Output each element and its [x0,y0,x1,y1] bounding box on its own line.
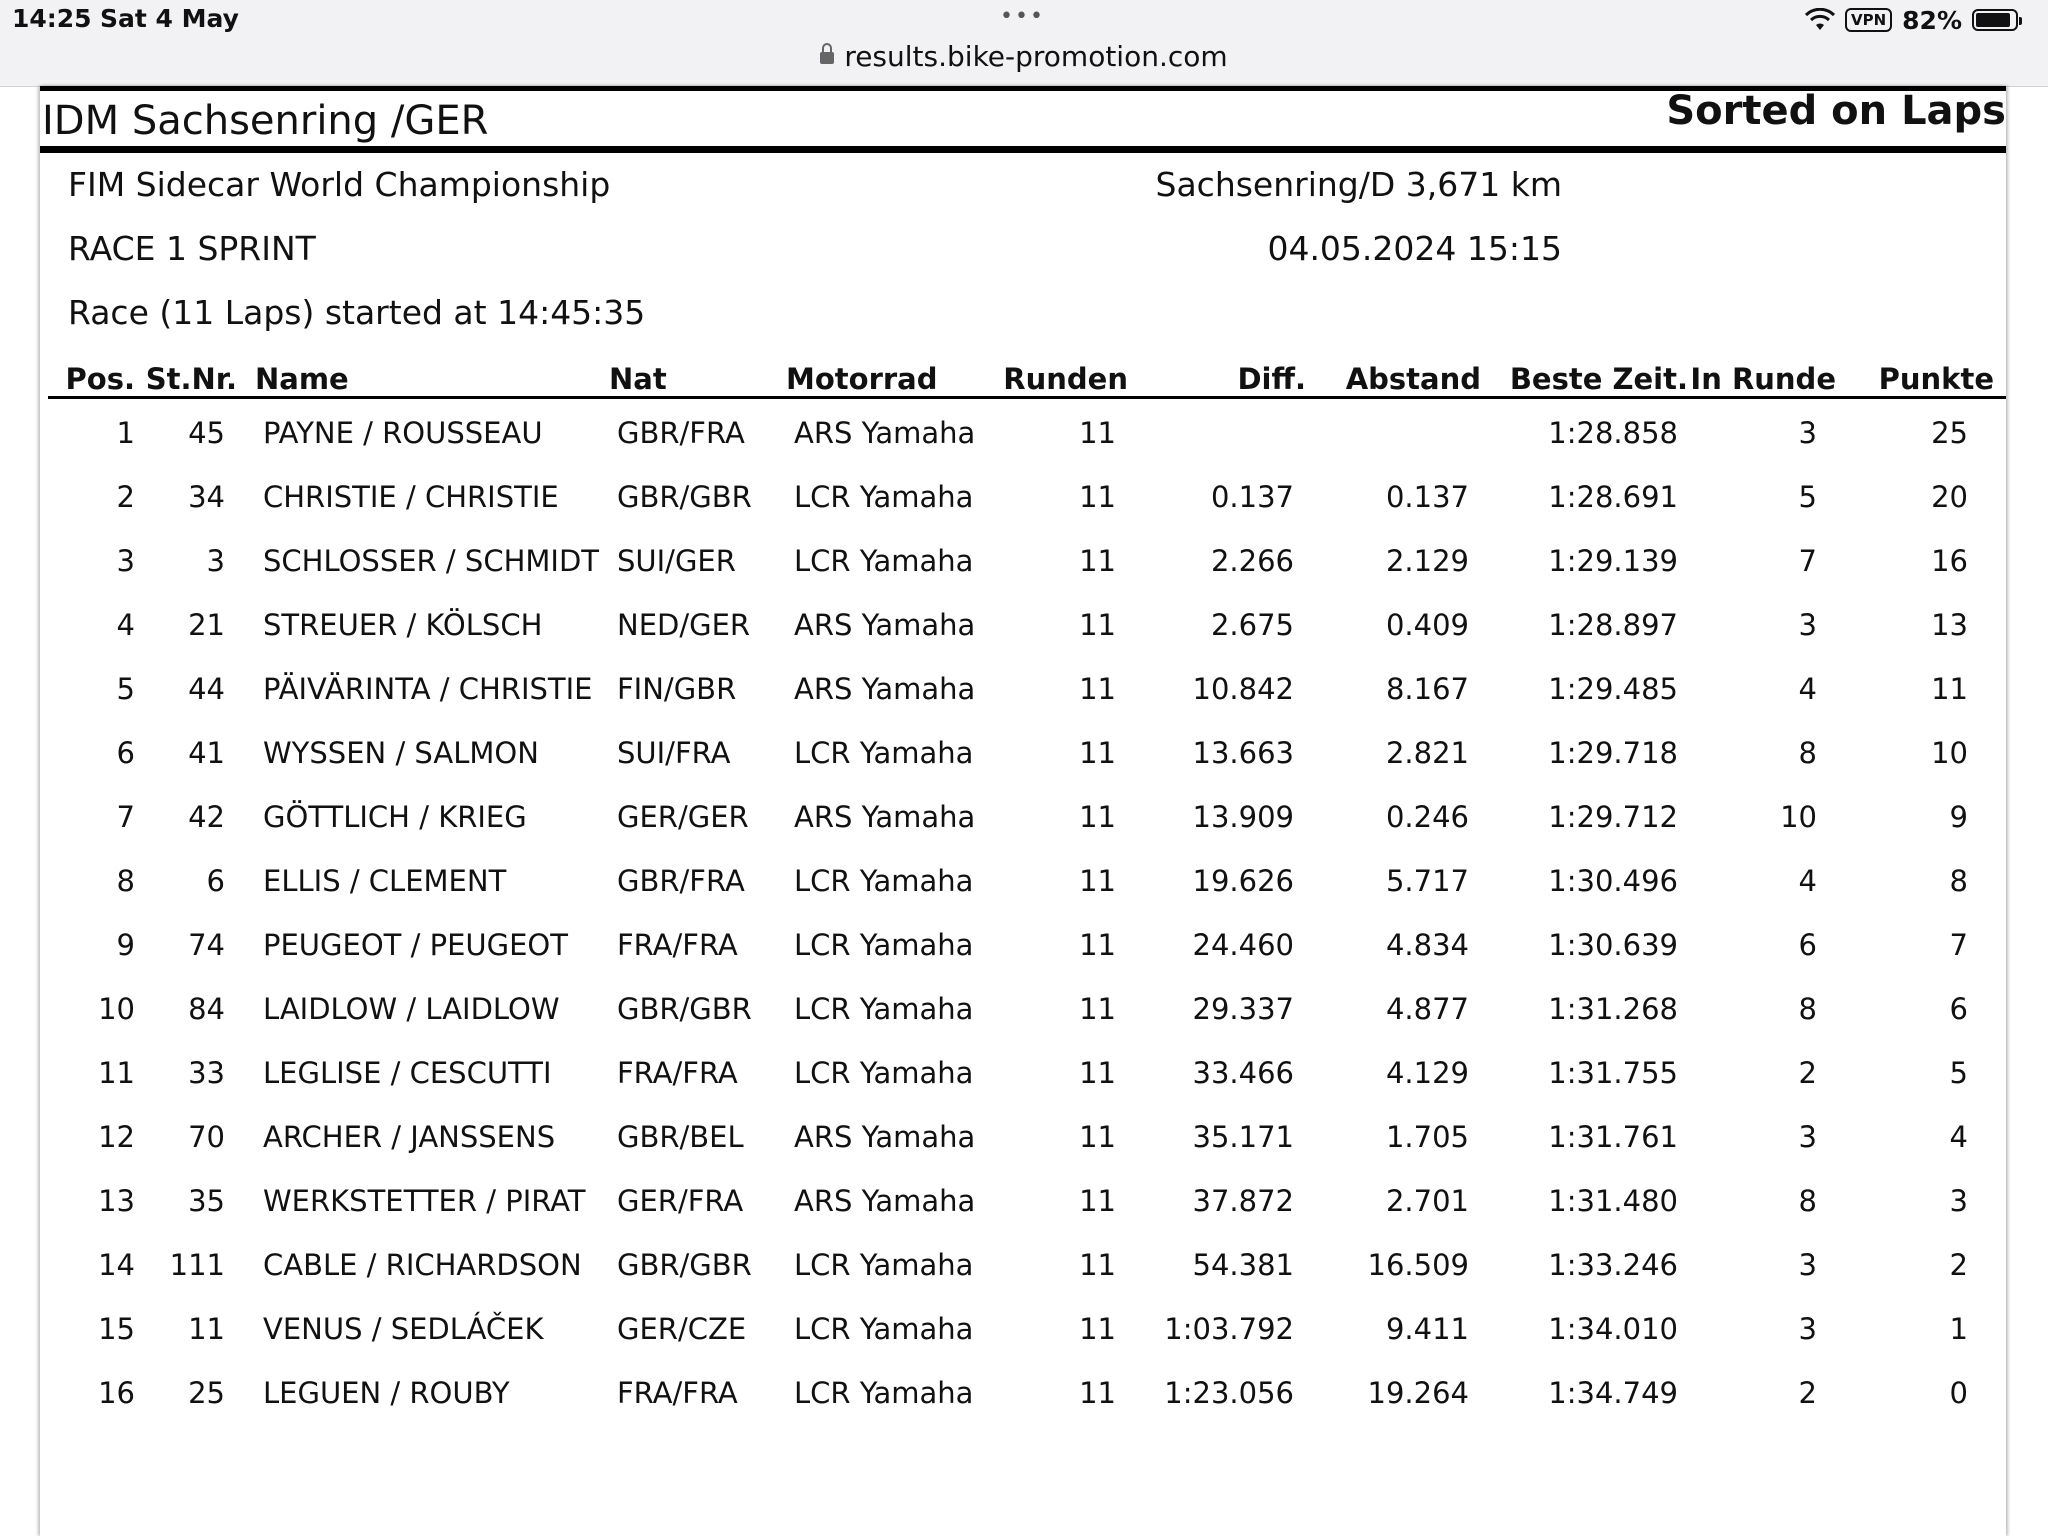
cell-pos: 1 [116,416,135,450]
cell-points: 11 [1931,672,1968,706]
cell-best-lap: 4 [1798,864,1817,898]
cell-motorcycle: LCR Yamaha [794,1312,974,1346]
cell-motorcycle: LCR Yamaha [794,928,974,962]
cell-start-number: 111 [169,1248,225,1282]
cell-diff: 33.466 [1192,1056,1294,1090]
cell-diff: 24.460 [1192,928,1294,962]
race-start-info: Race (11 Laps) started at 14:45:35 [68,293,646,332]
cell-pos: 7 [116,800,135,834]
cell-diff: 29.337 [1192,992,1294,1026]
cell-start-number: 21 [188,608,225,642]
cell-best-lap: 3 [1798,1312,1817,1346]
cell-start-number: 84 [188,992,225,1026]
cell-pos: 4 [116,608,135,642]
cell-nationality: GER/GER [617,800,749,834]
cell-gap: 4.877 [1385,992,1469,1026]
cell-gap: 2.701 [1385,1184,1469,1218]
battery-percent: 82% [1902,5,1962,35]
cell-motorcycle: LCR Yamaha [794,736,974,770]
cell-points: 6 [1949,992,1968,1026]
header-diff: Diff. [1237,362,1306,396]
cell-best-lap: 3 [1798,1120,1817,1154]
cell-points: 3 [1949,1184,1968,1218]
cell-nationality: GBR/FRA [617,864,745,898]
cell-best-time: 1:29.718 [1548,736,1678,770]
cell-diff: 37.872 [1192,1184,1294,1218]
cell-nationality: FRA/FRA [617,928,738,962]
cell-best-time: 1:28.858 [1548,416,1678,450]
cell-gap: 2.821 [1385,736,1469,770]
cell-diff: 19.626 [1192,864,1294,898]
cell-pos: 2 [116,480,135,514]
cell-start-number: 35 [188,1184,225,1218]
cell-motorcycle: ARS Yamaha [794,800,976,834]
cell-rider-names: ELLIS / CLEMENT [263,864,507,898]
cell-pos: 9 [116,928,135,962]
cell-gap: 19.264 [1367,1376,1469,1410]
cell-start-number: 25 [188,1376,225,1410]
cell-rider-names: WYSSEN / SALMON [263,736,539,770]
cell-laps: 11 [1079,1056,1116,1090]
cell-nationality: FRA/FRA [617,1376,738,1410]
cell-best-time: 1:28.897 [1548,608,1678,642]
header-in-runde: In Runde [1690,362,1836,396]
cell-diff: 35.171 [1192,1120,1294,1154]
cell-gap: 0.246 [1385,800,1469,834]
cell-best-lap: 3 [1798,416,1817,450]
cell-motorcycle: LCR Yamaha [794,1376,974,1410]
cell-best-lap: 2 [1798,1056,1817,1090]
cell-laps: 11 [1079,992,1116,1026]
cell-points: 8 [1949,864,1968,898]
cell-nationality: GBR/FRA [617,416,745,450]
cell-laps: 11 [1079,1184,1116,1218]
cell-motorcycle: LCR Yamaha [794,1056,974,1090]
cell-diff: 1:23.056 [1164,1376,1294,1410]
cell-rider-names: PÄIVÄRINTA / CHRISTIE [263,672,593,706]
cell-gap: 0.137 [1385,480,1469,514]
cell-rider-names: CHRISTIE / CHRISTIE [263,480,559,514]
cell-points: 9 [1949,800,1968,834]
cell-motorcycle: LCR Yamaha [794,480,974,514]
cell-rider-names: PAYNE / ROUSSEAU [263,416,543,450]
cell-points: 5 [1949,1056,1968,1090]
cell-points: 10 [1931,736,1968,770]
url-text: results.bike-promotion.com [844,40,1228,73]
cell-rider-names: GÖTTLICH / KRIEG [263,800,527,834]
vpn-badge: VPN [1845,8,1892,32]
cell-start-number: 44 [188,672,225,706]
cell-pos: 8 [116,864,135,898]
cell-rider-names: LEGLISE / CESCUTTI [263,1056,552,1090]
cell-rider-names: CABLE / RICHARDSON [263,1248,582,1282]
cell-nationality: GBR/GBR [617,480,752,514]
browser-top-bar [0,0,2048,87]
cell-laps: 11 [1079,800,1116,834]
cell-best-lap: 8 [1798,992,1817,1026]
cell-best-time: 1:30.639 [1548,928,1678,962]
header-abstand: Abstand [1345,362,1481,396]
cell-nationality: GBR/GBR [617,1248,752,1282]
cell-start-number: 34 [188,480,225,514]
cell-diff: 2.266 [1210,544,1294,578]
cell-points: 4 [1949,1120,1968,1154]
cell-laps: 11 [1079,544,1116,578]
cell-gap: 5.717 [1385,864,1469,898]
header-runden: Runden [1003,362,1128,396]
header-punkte: Punkte [1878,362,1994,396]
cell-gap: 0.409 [1385,608,1469,642]
cell-laps: 11 [1079,1376,1116,1410]
cell-gap: 4.129 [1385,1056,1469,1090]
cell-best-time: 1:33.246 [1548,1248,1678,1282]
cell-best-time: 1:28.691 [1548,480,1678,514]
cell-gap: 16.509 [1367,1248,1469,1282]
cell-start-number: 70 [188,1120,225,1154]
cell-best-time: 1:34.749 [1548,1376,1678,1410]
cell-best-time: 1:30.496 [1548,864,1678,898]
cell-points: 20 [1931,480,1968,514]
cell-motorcycle: ARS Yamaha [794,416,976,450]
cell-best-time: 1:29.485 [1548,672,1678,706]
battery-icon [1972,9,2018,31]
sort-label: Sorted on Laps [1666,88,2006,134]
header-start-number: St.Nr. [145,362,237,396]
cell-best-time: 1:31.761 [1548,1120,1678,1154]
cell-start-number: 42 [188,800,225,834]
cell-diff: 2.675 [1210,608,1294,642]
cell-laps: 11 [1079,736,1116,770]
championship-name: FIM Sidecar World Championship [68,165,611,204]
cell-diff: 10.842 [1192,672,1294,706]
cell-best-time: 1:31.480 [1548,1184,1678,1218]
cell-laps: 11 [1079,608,1116,642]
cell-pos: 14 [98,1248,135,1282]
cell-best-lap: 3 [1798,608,1817,642]
cell-laps: 11 [1079,672,1116,706]
cell-pos: 5 [116,672,135,706]
cell-motorcycle: LCR Yamaha [794,992,974,1026]
cell-rider-names: VENUS / SEDLÁČEK [263,1312,544,1346]
cell-points: 25 [1931,416,1968,450]
cell-motorcycle: ARS Yamaha [794,1184,976,1218]
cell-nationality: FRA/FRA [617,1056,738,1090]
cell-laps: 11 [1079,928,1116,962]
cell-rider-names: WERKSTETTER / PIRAT [263,1184,586,1218]
cell-start-number: 11 [188,1312,225,1346]
cell-best-time: 1:29.139 [1548,544,1678,578]
status-time: 14:25 [12,4,92,33]
event-title: IDM Sachsenring /GER [42,98,489,144]
cell-pos: 13 [98,1184,135,1218]
cell-diff: 54.381 [1192,1248,1294,1282]
cell-points: 7 [1949,928,1968,962]
cell-best-lap: 4 [1798,672,1817,706]
status-date: Sat 4 May [100,4,239,33]
cell-best-lap: 7 [1798,544,1817,578]
cell-pos: 10 [98,992,135,1026]
cell-nationality: NED/GER [617,608,751,642]
cell-laps: 11 [1079,1248,1116,1282]
header-name: Name [255,362,349,396]
cell-best-lap: 10 [1780,800,1817,834]
cell-points: 1 [1949,1312,1968,1346]
cell-points: 0 [1949,1376,1968,1410]
cell-pos: 11 [98,1056,135,1090]
cell-gap: 4.834 [1385,928,1469,962]
cell-motorcycle: LCR Yamaha [794,1248,974,1282]
header-motorrad: Motorrad [786,362,938,396]
cell-diff: 13.909 [1192,800,1294,834]
cell-start-number: 41 [188,736,225,770]
cell-pos: 3 [116,544,135,578]
cell-best-lap: 8 [1798,1184,1817,1218]
cell-rider-names: PEUGEOT / PEUGEOT [263,928,568,962]
cell-laps: 11 [1079,864,1116,898]
cell-rider-names: LAIDLOW / LAIDLOW [263,992,560,1026]
header-rule [40,146,2006,153]
lock-icon [820,52,834,64]
cell-best-lap: 3 [1798,1248,1817,1282]
cell-rider-names: STREUER / KÖLSCH [263,608,543,642]
cell-diff: 0.137 [1210,480,1294,514]
cell-best-lap: 5 [1798,480,1817,514]
cell-diff: 13.663 [1192,736,1294,770]
cell-motorcycle: ARS Yamaha [794,1120,976,1154]
cell-gap: 9.411 [1385,1312,1469,1346]
cell-nationality: SUI/FRA [617,736,731,770]
status-indicators [1805,4,2018,36]
cell-pos: 15 [98,1312,135,1346]
cell-start-number: 3 [206,544,225,578]
cell-motorcycle: LCR Yamaha [794,544,974,578]
cell-best-lap: 8 [1798,736,1817,770]
circuit-info: Sachsenring/D 3,671 km [1155,165,1562,204]
cell-gap: 8.167 [1385,672,1469,706]
cell-best-time: 1:31.755 [1548,1056,1678,1090]
multitasking-dots-icon[interactable]: ••• [1000,4,1045,29]
address-bar[interactable] [0,40,2048,73]
cell-best-lap: 2 [1798,1376,1817,1410]
cell-gap: 2.129 [1385,544,1469,578]
cell-motorcycle: LCR Yamaha [794,864,974,898]
cell-pos: 16 [98,1376,135,1410]
cell-points: 13 [1931,608,1968,642]
cell-rider-names: LEGUEN / ROUBY [263,1376,510,1410]
cell-nationality: FIN/GBR [617,672,737,706]
cell-start-number: 74 [188,928,225,962]
cell-best-time: 1:29.712 [1548,800,1678,834]
header-underline [48,396,2006,399]
race-name: RACE 1 SPRINT [68,229,316,268]
header-pos: Pos. [65,362,135,396]
cell-pos: 12 [98,1120,135,1154]
wifi-icon [1805,8,1835,32]
cell-best-time: 1:31.268 [1548,992,1678,1026]
cell-nationality: GBR/BEL [617,1120,744,1154]
cell-pos: 6 [116,736,135,770]
cell-rider-names: ARCHER / JANSSENS [263,1120,556,1154]
cell-laps: 11 [1079,1120,1116,1154]
cell-diff: 1:03.792 [1164,1312,1294,1346]
cell-motorcycle: ARS Yamaha [794,672,976,706]
cell-best-lap: 6 [1798,928,1817,962]
cell-laps: 11 [1079,416,1116,450]
header-nat: Nat [609,362,667,396]
cell-laps: 11 [1079,480,1116,514]
header-best-time: Beste Zeit. [1509,362,1688,396]
cell-start-number: 6 [206,864,225,898]
cell-start-number: 33 [188,1056,225,1090]
cell-nationality: GBR/GBR [617,992,752,1026]
cell-best-time: 1:34.010 [1548,1312,1678,1346]
cell-nationality: GER/CZE [617,1312,747,1346]
cell-points: 16 [1931,544,1968,578]
cell-rider-names: SCHLOSSER / SCHMIDT [263,544,599,578]
cell-nationality: GER/FRA [617,1184,744,1218]
cell-gap: 1.705 [1385,1120,1469,1154]
cell-points: 2 [1949,1248,1968,1282]
cell-laps: 11 [1079,1312,1116,1346]
cell-start-number: 45 [188,416,225,450]
cell-motorcycle: ARS Yamaha [794,608,976,642]
cell-nationality: SUI/GER [617,544,736,578]
race-datetime: 04.05.2024 15:15 [1267,229,1562,268]
